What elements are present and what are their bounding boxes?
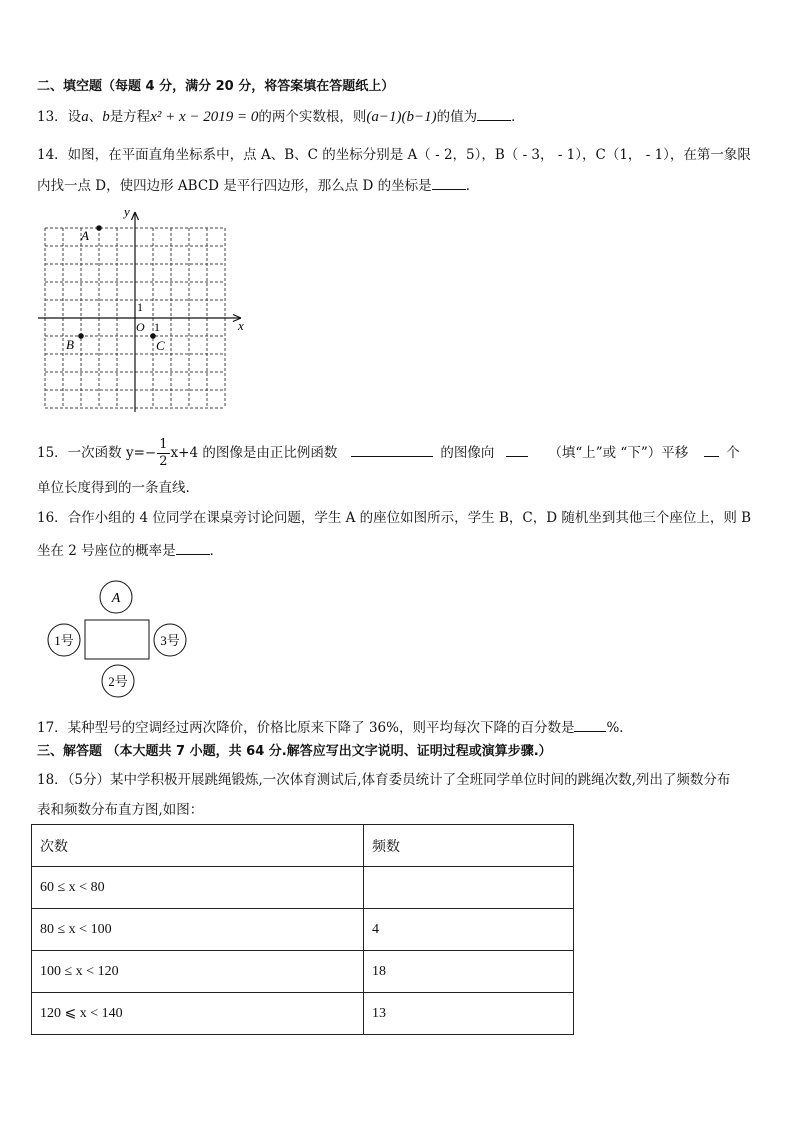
q16-line-2-text: 坐在 2 号座位的概率是: [37, 543, 176, 559]
y-tick-1-label: 1: [137, 300, 143, 314]
q16-line-1: 16．合作小组的 4 位同学在课桌旁讨论问题，学生 A 的座位如图所示，学生 B，C，D 随机坐到其他三个座位上，则 B: [37, 510, 752, 526]
header-frequency: 频数: [364, 825, 574, 867]
q14-answer-blank[interactable]: [432, 175, 466, 190]
q14-coordinate-graph: [36, 200, 251, 415]
table-row: [32, 909, 574, 951]
x-axis-label: x: [238, 318, 244, 333]
q16-answer-blank[interactable]: [176, 540, 210, 555]
table-header-row: [32, 825, 574, 867]
seat-top-label: A: [111, 591, 121, 606]
table-row: [32, 951, 574, 993]
q15-prefix: 15．一次函数 y=−: [37, 445, 157, 461]
q13-prefix: 13．设: [37, 109, 82, 125]
q15-mid2: 的图像向: [440, 445, 495, 461]
q14-line-1: 14．如图，在平面直角坐标系中，点 A、B、C 的坐标分别是 A（ - 2，5），B（ - 3， - 1），C（1， - 1），在第一象限: [37, 147, 751, 163]
q13-equation: x² + x − 2019 = 0: [150, 109, 259, 125]
point-c-label: C: [156, 338, 165, 353]
q15-frac-den: 2: [159, 454, 168, 469]
q13-answer-blank[interactable]: [477, 106, 511, 121]
q17-end: %．: [606, 720, 633, 736]
q13-end: ．: [511, 109, 525, 125]
question-17: [37, 717, 633, 738]
frequency-cell: 13: [364, 993, 574, 1035]
q18-line-2: 表和频数分布直方图,如图：: [37, 802, 204, 818]
q15-mid3: （填“上”或 “下”）平移: [548, 445, 689, 461]
desk: [85, 620, 149, 659]
q13-var-a: a: [81, 109, 89, 125]
q15-line-2: 单位长度得到的一条直线.: [37, 480, 190, 496]
q16-seating-diagram: [44, 578, 194, 700]
q15-frac-num: 1: [159, 437, 168, 452]
x-tick-1-label: 1: [154, 320, 160, 334]
frequency-cell: 18: [364, 951, 574, 993]
q13-expression: (a−1)(b−1): [366, 109, 437, 125]
range-cell: 120 ⩽ x < 140: [32, 993, 364, 1035]
q13-mid2: 的两个实数根，则: [258, 109, 367, 125]
q13-mid: 是方程: [109, 109, 151, 125]
q16-line-2-end: ．: [209, 543, 224, 559]
q15-blank-direction[interactable]: [506, 442, 528, 457]
point-b: [78, 333, 84, 339]
q17-text: 17．某种型号的空调经过两次降价，价格比原来下降了 36%，则平均每次下降的百分数是: [37, 720, 575, 736]
header-count: 次数: [32, 825, 364, 867]
y-axis-label: y: [124, 204, 130, 219]
q15-mid: x+4 的图像是由正比例函数: [170, 445, 338, 461]
q13-sep: 、: [88, 109, 103, 125]
frequency-table: [31, 824, 574, 1035]
origin-label: O: [136, 320, 145, 334]
seat-right-label: 3号: [160, 633, 180, 648]
range-cell: 100 ≤ x < 120: [32, 951, 364, 993]
point-a: [96, 225, 102, 231]
section-3-title: 三、解答题 （本大题共 7 小题，共 64 分.解答应写出文字说明、证明过程或演算步骤.）: [37, 744, 552, 759]
seat-bottom-label: 2号: [108, 674, 128, 689]
q17-answer-blank[interactable]: [574, 717, 606, 732]
q15-line-1: [37, 433, 740, 473]
q14-line-2-end: ．: [465, 178, 480, 194]
q13-suffix: 的值为: [436, 109, 478, 125]
q15-blank-function[interactable]: [351, 442, 433, 457]
point-c: [150, 333, 156, 339]
table-row: [32, 993, 574, 1035]
frequency-cell[interactable]: [364, 867, 574, 909]
section-2-title: 二、填空题（每题 4 分，满分 20 分，将答案填在答题纸上）: [37, 79, 395, 94]
table-row: [32, 867, 574, 909]
q16-line-2: [37, 540, 223, 561]
range-cell: 60 ≤ x < 80: [32, 867, 364, 909]
q15-mid4: 个: [726, 445, 740, 461]
range-cell: 80 ≤ x < 100: [32, 909, 364, 951]
q14-line-2: [37, 175, 479, 196]
point-a-label: A: [81, 228, 89, 243]
frequency-cell: 4: [364, 909, 574, 951]
q15-blank-units[interactable]: [704, 442, 719, 457]
seat-left-label: 1号: [54, 633, 74, 648]
point-b-label: B: [66, 337, 74, 352]
q14-line-2-text: 内找一点 D，使四边形 ABCD 是平行四边形，那么点 D 的坐标是: [37, 178, 432, 194]
q18-line-1: 18．（5分）某中学积极开展跳绳锻炼,一次体育测试后,体育委员统计了全班同学单位时间的跳绳次数,列出了频数分布: [37, 772, 731, 788]
q15-fraction: [157, 437, 169, 470]
question-13: [37, 106, 525, 127]
q13-var-b: b: [102, 109, 110, 125]
